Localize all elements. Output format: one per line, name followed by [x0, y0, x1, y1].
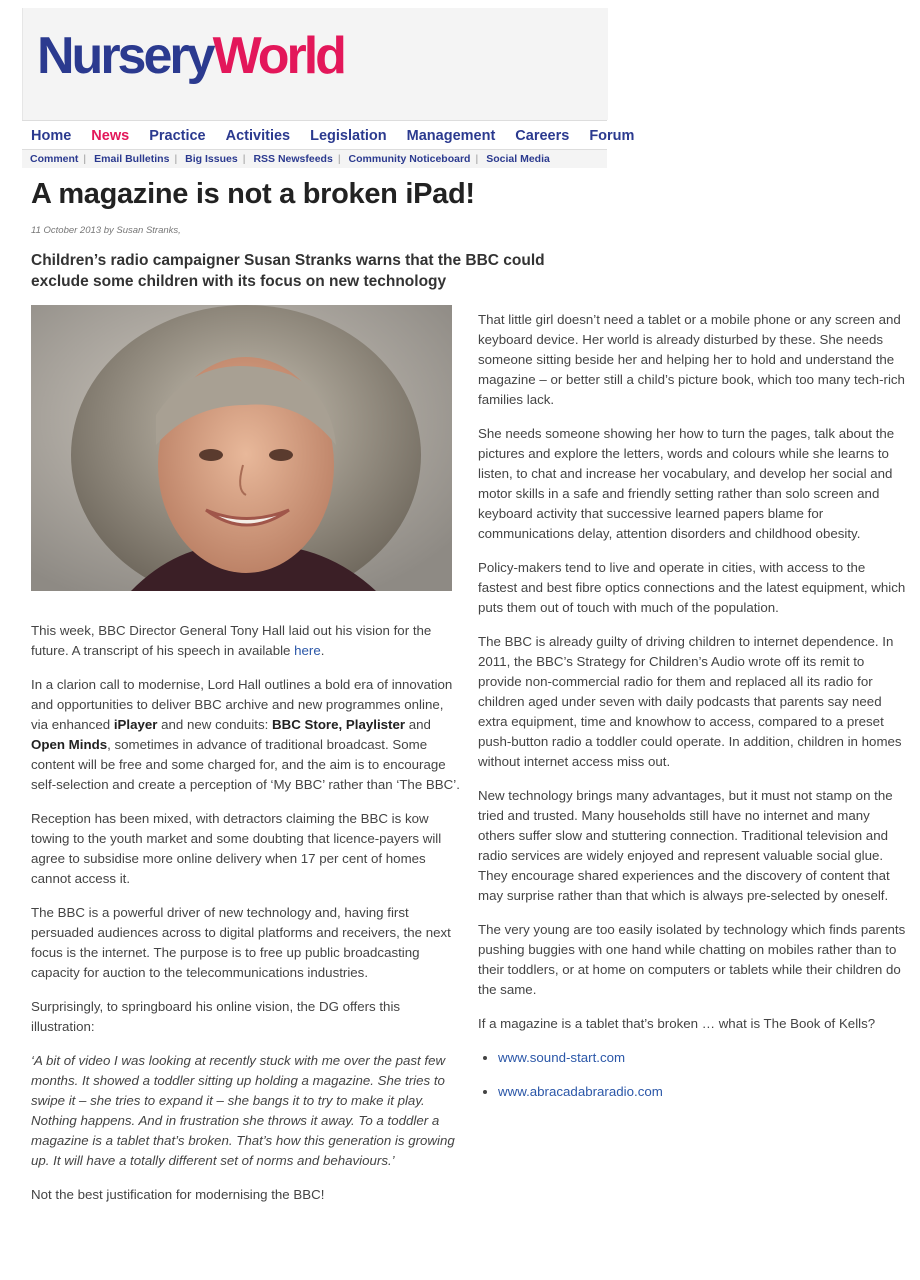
- list-item: [498, 1082, 908, 1102]
- subnav-rss-newsfeeds[interactable]: RSS Newsfeeds: [253, 153, 333, 165]
- article-title: A magazine is not a broken iPad!: [31, 178, 475, 210]
- main-nav: [22, 120, 635, 150]
- paragraph: New technology brings many advantages, but it must not stamp on the tried and trusted. Many households still have no internet and many others suffer slow and stuttering connection. Traditional television and radio services are widely enjoyed and represent valuable social glue. They encourage shared experiences and the discovery of content that may surprise rather than that which is always pre-selected by oneself.: [478, 788, 893, 903]
- sound-start-link[interactable]: www.sound-start.com: [498, 1050, 626, 1065]
- paragraph: The very young are too easily isolated by technology which finds parents pushing buggies with one hand while chatting on mobiles rather than to their toddlers, or at home on computers or tablets while their children do the same.: [478, 922, 906, 997]
- subnav-separator: |: [174, 153, 178, 165]
- subnav-separator: |: [337, 153, 341, 165]
- transcript-link[interactable]: here: [294, 643, 321, 658]
- nav-careers[interactable]: Careers: [515, 128, 570, 144]
- paragraph: If a magazine is a tablet that’s broken … what is The Book of Kells?: [478, 1016, 876, 1031]
- paragraph: Not the best justification for modernising the BBC!: [31, 1187, 325, 1202]
- nav-activities[interactable]: Activities: [225, 128, 291, 144]
- link-list: [478, 1048, 908, 1102]
- nav-management[interactable]: Management: [406, 128, 496, 144]
- abracadabraradio-link[interactable]: www.abracadabraradio.com: [498, 1084, 663, 1099]
- logo-part-nursery: Nursery: [37, 27, 213, 85]
- paragraph: She needs someone showing her how to turn the pages, talk about the pictures and explore the letters, words and colours while she learns to listen, to chat and increase her vocabulary, and develop her social and motor skills in a safe and friendly setting rather than solo screen and keyboard activity that successive learned papers blame for communications delay, attention disorders and childhood obesity.: [478, 426, 895, 541]
- subnav-separator: |: [242, 153, 246, 165]
- author-photo: [31, 305, 452, 591]
- subnav-email-bulletins[interactable]: Email Bulletins: [94, 153, 170, 165]
- article-byline: 11 October 2013 by Susan Stranks,: [31, 225, 181, 236]
- paragraph: In a clarion call to modernise, Lord Hall outlines a bold era of innovation and opportunities to deliver BBC archive and new programmes online, via enhanced iPlayer and new conduits: BBC Store, Playlister and Open Minds, sometimes in advance of traditional broadcast. Some content will be free and some charged for, and the aim is to encourage self-selection and create a perception of ‘My BBC’ rather than ‘The BBC’.: [31, 677, 460, 792]
- nav-news[interactable]: News: [91, 128, 130, 144]
- paragraph: That little girl doesn’t need a tablet or a mobile phone or any screen and keyboard device. Her world is already disturbed by these. She needs someone sitting beside her and helping her to hold and understand the magazine – or better still a child’s picture book, which too many tech-rich families lack.: [478, 312, 905, 407]
- list-item: [498, 1048, 908, 1068]
- site-header: [22, 8, 608, 120]
- paragraph: This week, BBC Director General Tony Hall laid out his vision for the future. A transcript of his speech in available here.: [31, 623, 432, 658]
- nav-practice[interactable]: Practice: [149, 128, 206, 144]
- nav-legislation[interactable]: Legislation: [310, 128, 387, 144]
- nav-forum[interactable]: Forum: [589, 128, 635, 144]
- paragraph: The BBC is a powerful driver of new technology and, having first persuaded audiences across to digital platforms and receivers, the next focus is the internet. The purpose is to free up public broadcasting capacity for auction to the telecommunications industries.: [31, 905, 451, 980]
- subnav-separator: |: [83, 153, 87, 165]
- paragraph: Surprisingly, to springboard his online vision, the DG offers this illustration:: [31, 999, 401, 1034]
- paragraph: Reception has been mixed, with detractors claiming the BBC is kow towing to the youth market and some doubting that licence-payers will agree to subsidise more online delivery when 17 per cent of homes cannot access it.: [31, 811, 442, 886]
- subnav-separator: |: [475, 153, 479, 165]
- site-logo[interactable]: [37, 26, 344, 86]
- article-standfirst: Children’s radio campaigner Susan Stranks warns that the BBC could exclude some children with its focus on new technology: [31, 252, 545, 290]
- subnav-big-issues[interactable]: Big Issues: [185, 153, 238, 165]
- paragraph: The BBC is already guilty of driving children to internet dependence. In 2011, the BBC’s Strategy for Children’s Audio wrote off its remit to provide non-commercial radio for them and replaced all its radio for children aged under seven with daily podcasts that parents say need extra equipment, time and knowhow to access, compared to a preset push-button radio a toddler could operate. In addition, children in homes without internet access miss out.: [478, 634, 902, 769]
- paragraph: Policy-makers tend to live and operate in cities, with access to the fastest and best fibre optics connections and the latest equipment, which puts them out of touch with much of the population.: [478, 560, 906, 615]
- subnav-comment[interactable]: Comment: [30, 153, 79, 165]
- sub-nav: [22, 150, 607, 168]
- subnav-community-noticeboard[interactable]: Community Noticeboard: [348, 153, 471, 165]
- nav-home[interactable]: Home: [31, 128, 72, 144]
- article-body-right: [478, 310, 908, 1116]
- author-photo-image: [31, 305, 452, 591]
- logo-part-world: World: [212, 27, 344, 85]
- article-body-left: [31, 621, 461, 1219]
- subnav-social-media[interactable]: Social Media: [486, 153, 550, 165]
- quote: ‘A bit of video I was looking at recently stuck with me over the past few months. It showed a toddler sitting up holding a magazine. She tries to swipe it – she tries to expand it – she bangs it to try to make it play. Nothing happens. And in frustration she throws it away. To a toddler a magazine is a tablet that’s broken. That’s how this generation is growing up. It will have a totally different set of norms and behaviours.’: [31, 1053, 455, 1168]
